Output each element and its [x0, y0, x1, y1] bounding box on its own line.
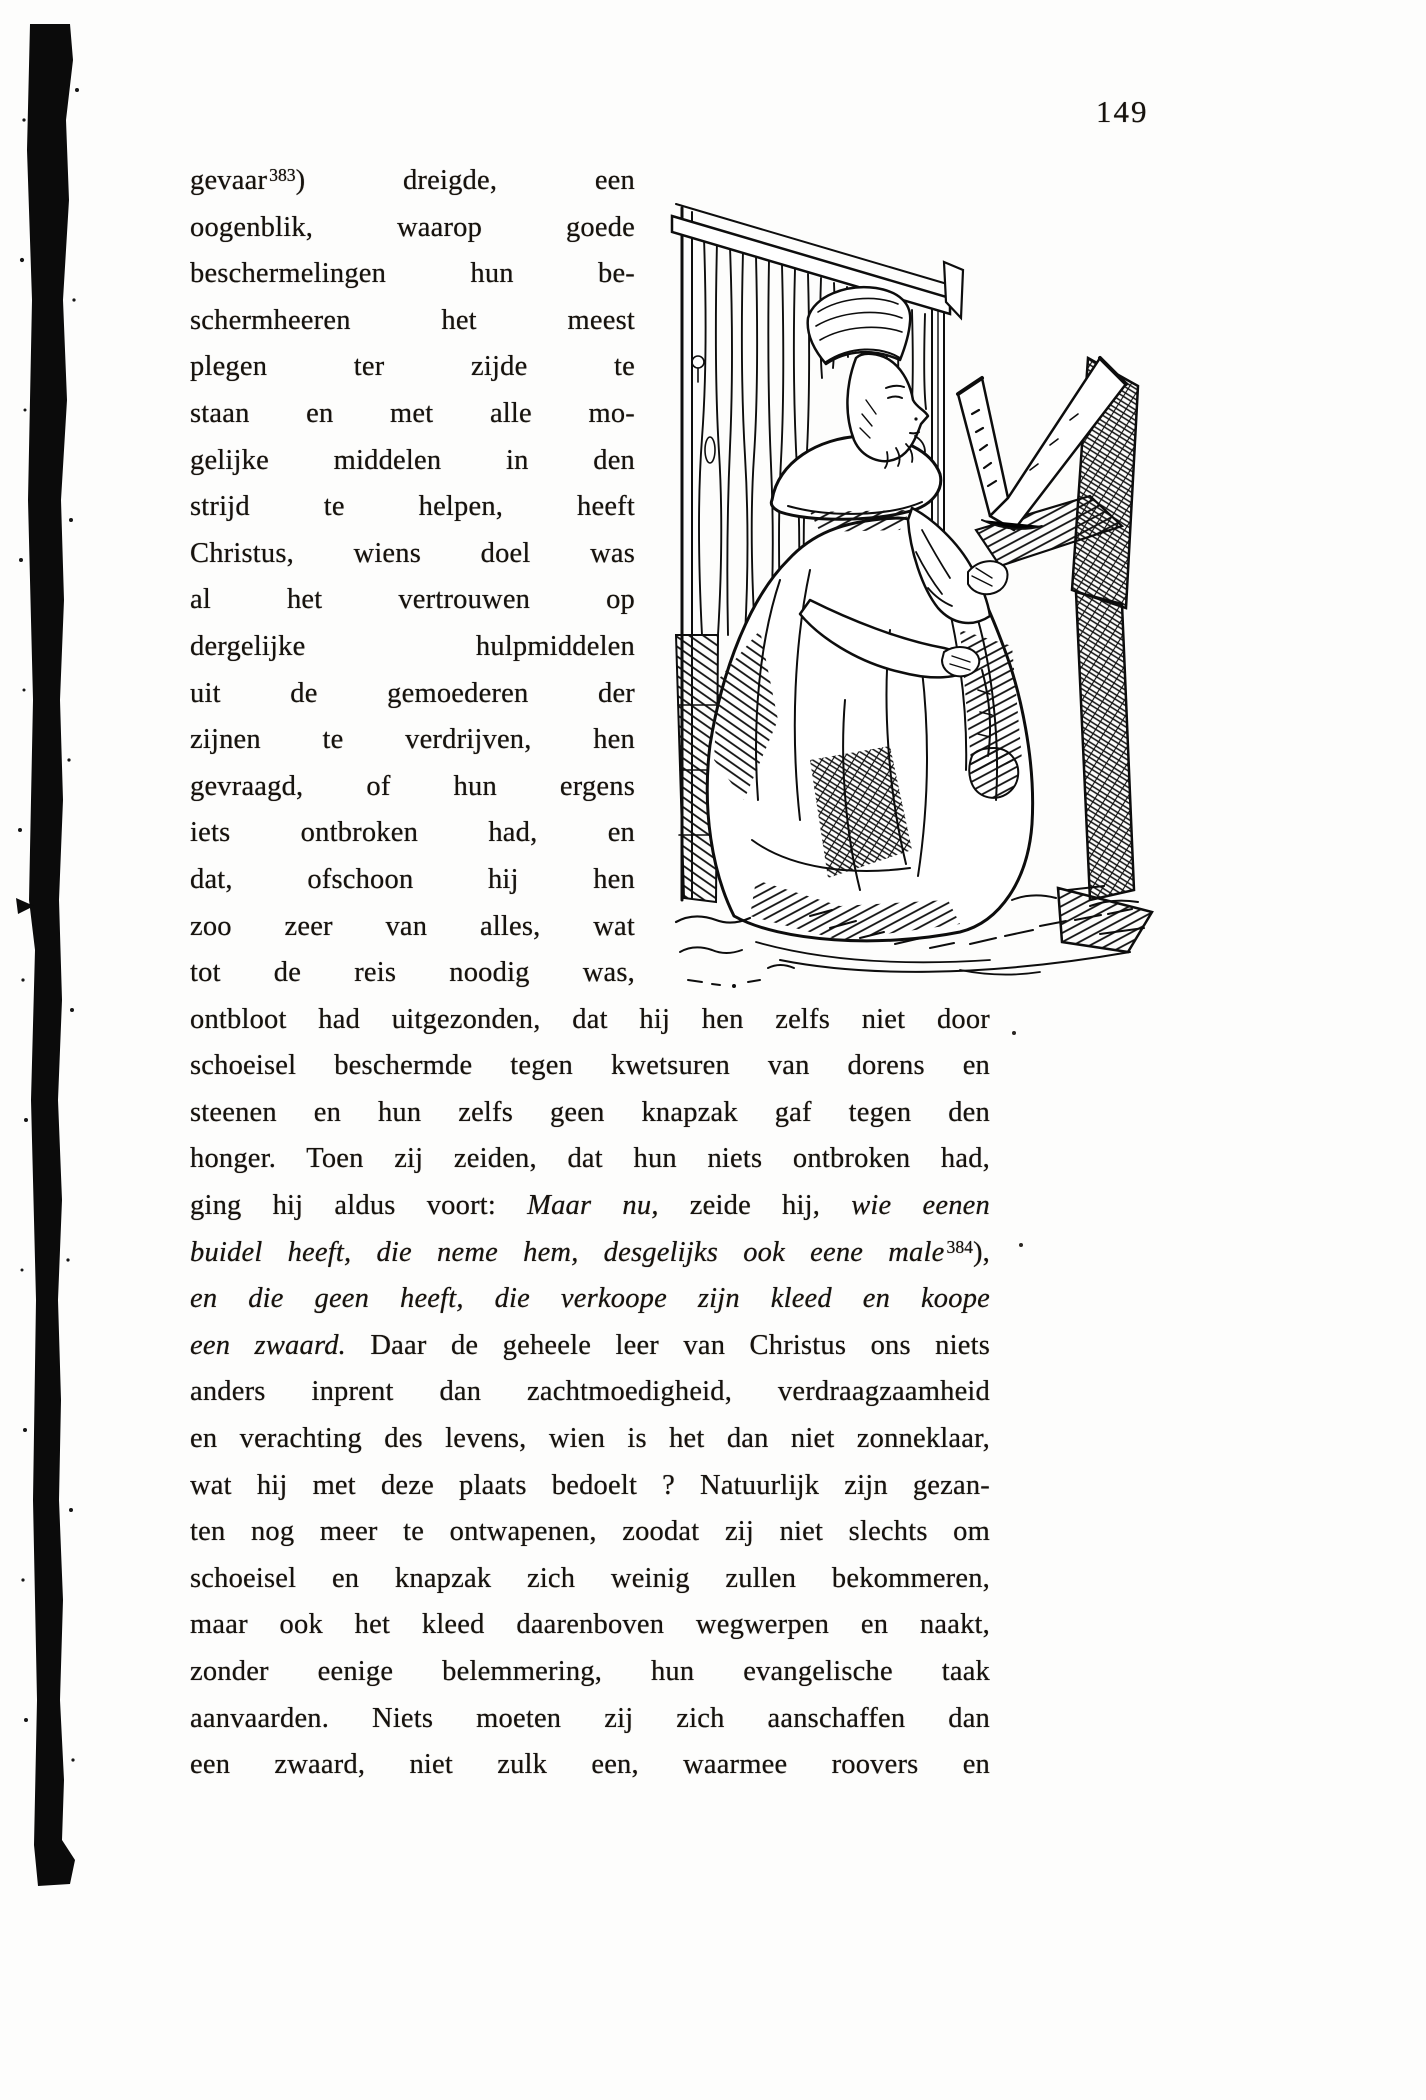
text-line: strijd te helpen, heeft: [190, 491, 635, 523]
text-line: wat hij met deze plaats bedoelt ? Natuurlijk zijn gezan-: [190, 1469, 990, 1501]
text-line: gevraagd, of hun ergens: [190, 770, 635, 802]
text-line: maar ook het kleed daarenboven wegwerpen en naakt,: [190, 1609, 990, 1641]
text-line: Christus, wiens doel was: [190, 537, 635, 569]
text-line: schoeisel en knapzak zich weinig zullen bekommeren,: [190, 1562, 990, 1594]
text-line: tot de reis noodig was,: [190, 957, 635, 989]
text-line: een zwaard. Daar de geheele leer van Christus ons niets: [190, 1329, 990, 1361]
text-line: ontbloot had uitgezonden, dat hij hen zelfs niet door: [190, 1003, 990, 1035]
text-line: honger. Toen zij zeiden, dat hun niets ontbroken had,: [190, 1143, 990, 1175]
text-line: staan en met alle mo-: [190, 397, 635, 429]
text-line: zonder eenige belemmering, hun evangelische taak: [190, 1656, 990, 1687]
text-line: en verachting des levens, wien is het dan niet zonneklaar,: [190, 1423, 990, 1455]
text-line: gelijke middelen in den: [190, 444, 635, 476]
text-line: beschermelingen hun be-: [190, 258, 635, 290]
scan-speck: [1012, 1031, 1016, 1035]
binding-shadow: [0, 0, 110, 2100]
text-line: ging hij aldus voort: Maar nu, zeide hij, wie eenen: [190, 1190, 990, 1222]
text-line: en die geen heeft, die verkoope zijn kleed en koope: [190, 1283, 990, 1315]
text-line: iets ontbroken had, en: [190, 817, 635, 849]
scan-speck: [1019, 1243, 1023, 1247]
text-line: een zwaard, niet zulk een, waarmee roovers en: [190, 1749, 990, 1781]
text-line: anders inprent dan zachtmoedigheid, verdraagzaamheid: [190, 1376, 990, 1408]
text-line: buidel heeft, die neme hem, desgelijks ook eene male $^{384}$),: [190, 1236, 990, 1268]
page-number: 149: [1096, 94, 1149, 129]
text-line: steenen en hun zelfs geen knapzak gaf tegen den: [190, 1096, 990, 1128]
text-line: dat, ofschoon hij hen: [190, 863, 635, 895]
text-line: zijnen te verdrijven, hen: [190, 724, 635, 756]
text-line: schoeisel beschermde tegen kwetsuren van dorens en: [190, 1050, 990, 1082]
text-line: zoo zeer van alles, wat: [190, 910, 635, 942]
text-line: schermheeren het meest: [190, 304, 635, 336]
text-line: oogenblik, waarop goede: [190, 211, 635, 243]
text-line: plegen ter zijde te: [190, 351, 635, 383]
page-content: [190, 158, 990, 1789]
text-line: dergelijke hulpmiddelen: [190, 630, 635, 662]
text-line: uit de gemoederen der: [190, 677, 635, 709]
body-text: [190, 997, 990, 1789]
monk-woodcut-illustration: [660, 200, 1160, 995]
text-line: ten nog meer te ontwapenen, zoodat zij niet slechts om: [190, 1516, 990, 1548]
text-line: aanvaarden. Niets moeten zij zich aanschaffen dan: [190, 1702, 990, 1734]
text-line: al het vertrouwen op: [190, 584, 635, 616]
text-line: gevaar $^{383}$) dreigde, een: [190, 165, 635, 196]
